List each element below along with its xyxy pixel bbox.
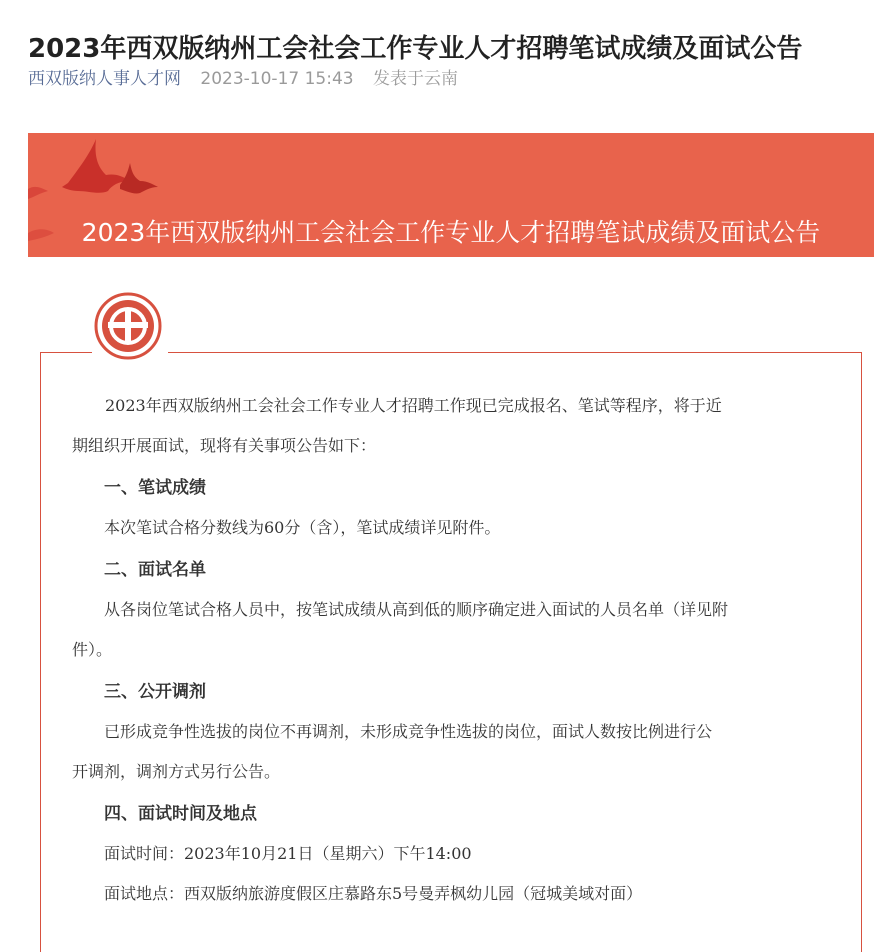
section-text-interview-list-line1: 从各岗位笔试合格人员中，按笔试成绩从高到低的顺序确定进入面试的人员名单（详见附 [104,600,729,619]
section-text-interview-list-line2: 件）。 [72,640,113,659]
section-heading-written-exam: 一、笔试成绩 [104,478,206,498]
header-banner [28,133,874,257]
account-name-link[interactable]: 西双版纳人事人才网 [28,69,181,89]
article-meta [28,66,458,92]
section-heading-interview-time-place: 四、面试时间及地点 [104,804,257,824]
frame-top-divider-left [40,352,92,353]
publish-location: 发表于云南 [373,69,459,89]
publish-time: 2023-10-17 15:43 [200,69,354,89]
union-emblem-icon [94,292,162,360]
section-text-adjustment-line2: 开调剂，调剂方式另行公告。 [72,762,281,781]
banner-title: 2023年西双版纳州工会社会工作专业人才招聘笔试成绩及面试公告 [81,218,821,247]
article-title: 2023年西双版纳州工会社会工作专业人才招聘笔试成绩及面试公告 [28,34,803,65]
article-body [72,386,832,914]
section-text-written-exam: 本次笔试合格分数线为60分（含），笔试成绩详见附件。 [104,518,501,537]
intro-paragraph-line1: 2023年西双版纳州工会社会工作专业人才招聘工作现已完成报名、笔试等程序，将于近 [105,396,722,415]
section-heading-adjustment: 三、公开调剂 [104,682,206,702]
section-heading-interview-list: 二、面试名单 [104,560,206,580]
section-text-adjustment-line1: 已形成竞争性选拔的岗位不再调剂，未形成竞争性选拔的岗位，面试人数按比例进行公 [104,722,713,741]
intro-paragraph-line2: 期组织开展面试，现将有关事项公告如下： [72,436,377,455]
interview-time-text: 面试时间：2023年10月21日（星期六）下午14:00 [104,844,472,863]
interview-place-text: 面试地点：西双版纳旅游度假区庄慕路东5号曼弄枫幼儿园（冠城美域对面） [104,884,643,903]
frame-top-divider-right [168,352,861,353]
